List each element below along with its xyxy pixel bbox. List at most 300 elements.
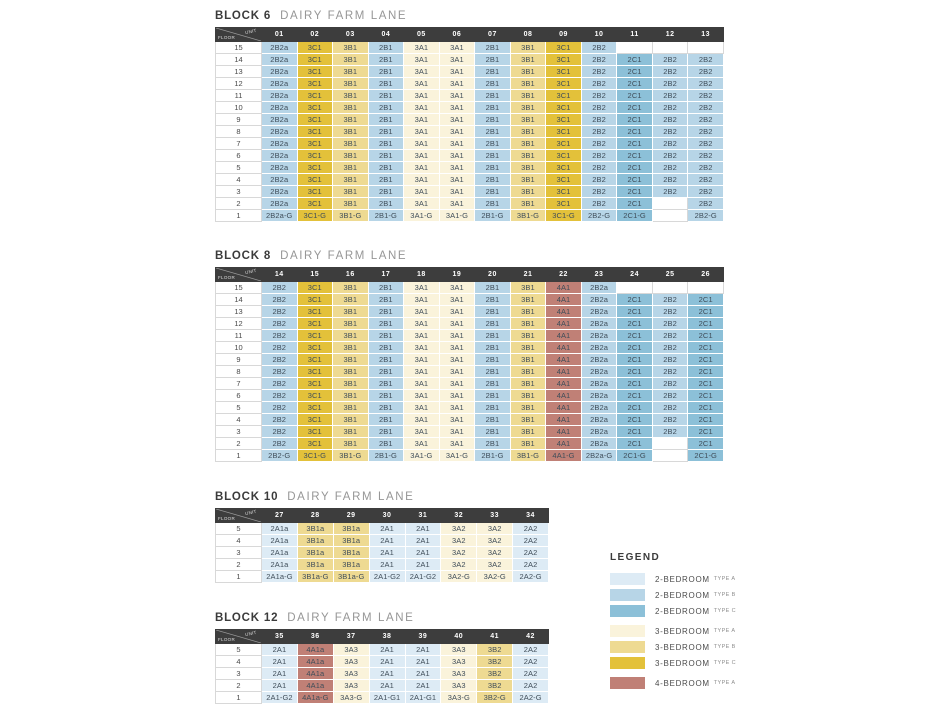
legend-swatch xyxy=(610,641,645,653)
floor-row xyxy=(216,450,724,462)
unit-cell: 3B1 xyxy=(510,318,546,330)
unit-number-header: 22 xyxy=(546,268,582,282)
unit-cell: 2B2 xyxy=(581,42,617,54)
floor-number: 8 xyxy=(216,366,262,378)
floor-number: 14 xyxy=(216,54,262,66)
unit-cell: 3A1 xyxy=(404,306,440,318)
block-street: DAIRY FARM LANE xyxy=(287,612,415,624)
unit-cell: 3A1 xyxy=(404,282,440,294)
unit-cell: 2B2 xyxy=(652,102,688,114)
unit-number-header: 39 xyxy=(405,630,441,644)
empty-cell xyxy=(617,282,653,294)
unit-cell: 2B2 xyxy=(262,294,298,306)
block-title xyxy=(215,246,724,260)
legend-swatch xyxy=(610,677,645,689)
unit-cell: 2A1 xyxy=(262,656,298,668)
floor-row xyxy=(216,342,724,354)
unit-cell: 2B1 xyxy=(368,138,404,150)
unit-cell: 2B2 xyxy=(688,138,724,150)
unit-cell: 3B1 xyxy=(333,402,369,414)
unit-cell: 2A2 xyxy=(513,535,549,547)
unit-cell: 2A1 xyxy=(369,559,405,571)
unit-cell: 3A1 xyxy=(404,66,440,78)
legend-swatch xyxy=(610,657,645,669)
unit-cell: 2B2 xyxy=(652,54,688,66)
floor-row xyxy=(216,523,549,535)
unit-cell: 2C1 xyxy=(617,150,653,162)
unit-cell: 3C1 xyxy=(297,378,333,390)
unit-cell: 2B2 xyxy=(688,102,724,114)
unit-cell: 2B1 xyxy=(475,354,511,366)
unit-cell: 2B1 xyxy=(475,366,511,378)
floor-row xyxy=(216,138,724,150)
unit-cell: 2C1 xyxy=(617,330,653,342)
floor-row xyxy=(216,644,549,656)
unit-cell: 2A1 xyxy=(405,680,441,692)
table-header-row xyxy=(216,28,724,42)
unit-cell: 3A1 xyxy=(439,438,475,450)
unit-cell: 2B2a xyxy=(262,174,298,186)
unit-cell: 3B1 xyxy=(333,438,369,450)
unit-cell: 3C1 xyxy=(546,150,582,162)
unit-cell: 3A1 xyxy=(439,354,475,366)
unit-cell: 3B1 xyxy=(510,342,546,354)
unit-cell: 3B1 xyxy=(510,174,546,186)
floor-row xyxy=(216,90,724,102)
floor-number: 5 xyxy=(216,162,262,174)
unit-cell: 3B1 xyxy=(510,294,546,306)
floor-row xyxy=(216,366,724,378)
unit-cell: 2B2 xyxy=(652,354,688,366)
unit-cell: 3B1 xyxy=(333,138,369,150)
unit-cell: 2C1 xyxy=(617,414,653,426)
unit-cell: 3B1 xyxy=(333,90,369,102)
unit-cell: 3A1 xyxy=(404,198,440,210)
legend-label: 4-BEDROOM xyxy=(655,678,710,688)
unit-cell: 2B2 xyxy=(688,54,724,66)
unit-cell: 2B2a xyxy=(581,366,617,378)
unit-cell: 2B2 xyxy=(262,366,298,378)
unit-cell: 2A1 xyxy=(405,523,441,535)
unit-cell: 2B2 xyxy=(652,306,688,318)
unit-cell: 4A1 xyxy=(546,426,582,438)
unit-cell: 3C1 xyxy=(297,354,333,366)
block-title xyxy=(215,6,724,20)
block-name: BLOCK 6 xyxy=(215,10,272,22)
empty-cell xyxy=(652,210,688,222)
unit-cell: 3B1 xyxy=(333,330,369,342)
unit-cell: 3C1 xyxy=(297,174,333,186)
unit-cell: 3A3 xyxy=(441,680,477,692)
unit-cell: 2B1 xyxy=(475,402,511,414)
floor-number: 4 xyxy=(216,535,262,547)
legend-label: 3-BEDROOM xyxy=(655,642,710,652)
unit-cell: 3B1 xyxy=(333,354,369,366)
unit-cell: 2B2a xyxy=(581,354,617,366)
unit-cell: 2C1 xyxy=(688,402,724,414)
unit-cell: 2B2 xyxy=(652,90,688,102)
unit-cell: 2B2 xyxy=(652,294,688,306)
unit-cell: 3A1 xyxy=(404,162,440,174)
unit-cell: 3A1 xyxy=(404,90,440,102)
unit-cell: 3A1 xyxy=(439,306,475,318)
unit-cell: 3B1a-G xyxy=(333,571,369,583)
unit-cell: 2B1 xyxy=(475,66,511,78)
floor-row xyxy=(216,66,724,78)
unit-cell: 3B2 xyxy=(477,644,513,656)
unit-cell: 4A1a xyxy=(297,668,333,680)
unit-cell: 2B2 xyxy=(581,54,617,66)
unit-cell: 2C1-G xyxy=(688,450,724,462)
legend-label: 2-BEDROOM xyxy=(655,606,710,616)
unit-cell: 3A1 xyxy=(439,390,475,402)
floor-number: 1 xyxy=(216,571,262,583)
unit-cell: 3A1 xyxy=(439,42,475,54)
floor-row xyxy=(216,547,549,559)
floor-row xyxy=(216,414,724,426)
unit-cell: 3A1 xyxy=(404,354,440,366)
unit-cell: 2B2a xyxy=(262,126,298,138)
unit-cell: 4A1 xyxy=(546,402,582,414)
unit-cell: 2C1 xyxy=(617,162,653,174)
unit-cell: 3A1 xyxy=(439,414,475,426)
unit-cell: 2B1 xyxy=(368,54,404,66)
unit-cell: 3B1 xyxy=(333,78,369,90)
legend-item xyxy=(610,677,736,689)
unit-cell: 3B1 xyxy=(510,438,546,450)
unit-cell: 2A2 xyxy=(513,559,549,571)
unit-cell: 3B1 xyxy=(333,150,369,162)
unit-number-header: 24 xyxy=(617,268,653,282)
floor-number: 15 xyxy=(216,282,262,294)
floor-number: 8 xyxy=(216,126,262,138)
unit-cell: 3B1 xyxy=(333,366,369,378)
unit-cell: 2B2a xyxy=(581,402,617,414)
unit-cell: 3A1-G xyxy=(439,450,475,462)
block-street: DAIRY FARM LANE xyxy=(287,491,415,503)
unit-cell: 2B1 xyxy=(368,414,404,426)
unit-cell: 2B2 xyxy=(581,138,617,150)
unit-cell: 2B1 xyxy=(475,162,511,174)
unit-cell: 3B1 xyxy=(333,414,369,426)
floor-row xyxy=(216,150,724,162)
floor-number: 2 xyxy=(216,198,262,210)
floor-number: 5 xyxy=(216,402,262,414)
unit-cell: 3B1-G xyxy=(510,450,546,462)
legend-type-label: TYPE A xyxy=(713,576,736,582)
unit-cell: 3C1 xyxy=(297,366,333,378)
unit-cell: 2C1 xyxy=(617,390,653,402)
unit-cell: 2B2a xyxy=(262,114,298,126)
floor-row xyxy=(216,198,724,210)
unit-cell: 2B2 xyxy=(262,390,298,402)
unit-cell: 3A1 xyxy=(439,294,475,306)
unit-cell: 3A1 xyxy=(439,402,475,414)
unit-cell: 2B1 xyxy=(475,426,511,438)
table-header-row xyxy=(216,509,549,523)
unit-cell: 3A2 xyxy=(477,523,513,535)
unit-cell: 4A1 xyxy=(546,342,582,354)
unit-cell: 3B1 xyxy=(333,186,369,198)
unit-cell: 2B2 xyxy=(262,330,298,342)
unit-cell: 3B1 xyxy=(333,54,369,66)
unit-cell: 4A1 xyxy=(546,282,582,294)
legend-swatch xyxy=(610,605,645,617)
legend-type-label: TYPE A xyxy=(713,680,736,686)
floor-row xyxy=(216,318,724,330)
unit-cell: 3A1-G xyxy=(404,210,440,222)
legend-item xyxy=(610,589,736,601)
unit-cell: 3B1a xyxy=(297,523,333,535)
unit-cell: 2B1 xyxy=(368,90,404,102)
unit-cell: 3C1 xyxy=(297,402,333,414)
unit-cell: 3C1 xyxy=(297,66,333,78)
unit-number-header: 38 xyxy=(369,630,405,644)
unit-cell: 3A2 xyxy=(477,559,513,571)
unit-cell: 2B2a xyxy=(262,198,298,210)
empty-cell xyxy=(617,42,653,54)
legend-swatch xyxy=(610,625,645,637)
unit-cell: 2B2a xyxy=(581,306,617,318)
unit-cell: 2B1 xyxy=(475,390,511,402)
unit-cell: 2A1 xyxy=(262,644,298,656)
unit-cell: 3A1 xyxy=(404,390,440,402)
unit-cell: 3B1 xyxy=(333,162,369,174)
unit-cell: 3B1 xyxy=(510,378,546,390)
unit-table xyxy=(215,267,724,462)
unit-cell: 2C1 xyxy=(688,414,724,426)
unit-cell: 2C1 xyxy=(617,126,653,138)
unit-cell: 3B1 xyxy=(510,54,546,66)
floor-number: 9 xyxy=(216,114,262,126)
unit-cell: 3A2 xyxy=(477,535,513,547)
unit-cell: 2A1a xyxy=(262,523,298,535)
unit-cell: 4A1 xyxy=(546,414,582,426)
unit-cell: 3C1 xyxy=(297,138,333,150)
unit-cell: 3A1 xyxy=(439,78,475,90)
unit-number-header: 17 xyxy=(368,268,404,282)
floor-number: 1 xyxy=(216,450,262,462)
unit-cell: 3C1 xyxy=(297,390,333,402)
unit-cell: 2B1 xyxy=(475,174,511,186)
floor-row xyxy=(216,378,724,390)
unit-cell: 3C1 xyxy=(546,198,582,210)
unit-cell: 2B1 xyxy=(368,294,404,306)
unit-cell: 2C1 xyxy=(688,438,724,450)
unit-cell: 3B1 xyxy=(333,198,369,210)
floor-number: 13 xyxy=(216,306,262,318)
unit-cell: 3A1 xyxy=(404,174,440,186)
unit-number-header: 31 xyxy=(405,509,441,523)
unit-cell: 2B1 xyxy=(475,186,511,198)
unit-cell: 2C1 xyxy=(688,342,724,354)
unit-cell: 2C1 xyxy=(617,438,653,450)
unit-number-header: 19 xyxy=(439,268,475,282)
unit-cell: 4A1 xyxy=(546,294,582,306)
unit-cell: 2C1 xyxy=(688,366,724,378)
unit-cell: 2B2 xyxy=(581,66,617,78)
unit-cell: 3A1 xyxy=(439,330,475,342)
unit-number-header: 11 xyxy=(617,28,653,42)
unit-cell: 3A1 xyxy=(439,174,475,186)
unit-cell: 2B1 xyxy=(368,66,404,78)
unit-cell: 2C1-G xyxy=(617,210,653,222)
unit-cell: 2B2 xyxy=(581,102,617,114)
floor-unit-corner xyxy=(216,268,262,282)
unit-cell: 3A1 xyxy=(404,402,440,414)
floor-row xyxy=(216,680,549,692)
unit-cell: 2B1 xyxy=(475,414,511,426)
block-name: BLOCK 8 xyxy=(215,250,272,262)
unit-cell: 4A1-G xyxy=(546,450,582,462)
unit-cell: 3A1 xyxy=(439,342,475,354)
unit-cell: 3A1 xyxy=(404,138,440,150)
floor-row xyxy=(216,692,549,704)
floor-row xyxy=(216,282,724,294)
unit-cell: 3B1 xyxy=(333,426,369,438)
legend-swatch xyxy=(610,573,645,585)
unit-cell: 3C1 xyxy=(297,414,333,426)
unit-cell: 2A1a xyxy=(262,535,298,547)
unit-cell: 4A1 xyxy=(546,306,582,318)
unit-cell: 2B2 xyxy=(652,426,688,438)
unit-number-header: 01 xyxy=(262,28,298,42)
floor-number: 4 xyxy=(216,174,262,186)
unit-cell: 2C1 xyxy=(617,186,653,198)
floor-row xyxy=(216,535,549,547)
unit-cell: 3B1 xyxy=(510,186,546,198)
unit-number-header: 40 xyxy=(441,630,477,644)
unit-cell: 3C1 xyxy=(546,174,582,186)
unit-cell: 2B2a xyxy=(581,414,617,426)
unit-cell: 2B2a-G xyxy=(262,210,298,222)
unit-cell: 2B2a xyxy=(581,330,617,342)
unit-cell: 2B2a xyxy=(262,138,298,150)
unit-cell: 3A3 xyxy=(441,668,477,680)
unit-cell: 3C1 xyxy=(297,102,333,114)
unit-cell: 3C1 xyxy=(546,78,582,90)
unit-cell: 4A1a xyxy=(297,680,333,692)
unit-cell: 2A1 xyxy=(262,668,298,680)
unit-cell: 3A1 xyxy=(404,150,440,162)
unit-cell: 2A1-G1 xyxy=(369,692,405,704)
unit-cell: 2A1 xyxy=(405,535,441,547)
floor-number: 1 xyxy=(216,692,262,704)
floor-row xyxy=(216,294,724,306)
unit-cell: 2B2a xyxy=(581,294,617,306)
unit-cell: 2B2a xyxy=(581,282,617,294)
unit-cell: 2B2 xyxy=(652,162,688,174)
floor-number: 2 xyxy=(216,559,262,571)
floor-number: 2 xyxy=(216,680,262,692)
unit-cell: 2B2 xyxy=(688,150,724,162)
floor-row xyxy=(216,306,724,318)
unit-number-header: 34 xyxy=(513,509,549,523)
floor-row xyxy=(216,402,724,414)
unit-cell: 3A3 xyxy=(441,656,477,668)
unit-cell: 2B1 xyxy=(368,150,404,162)
legend-item xyxy=(610,641,736,653)
floor-number: 10 xyxy=(216,342,262,354)
floor-number: 5 xyxy=(216,644,262,656)
unit-cell: 2B1 xyxy=(368,426,404,438)
unit-cell: 3B1 xyxy=(510,402,546,414)
unit-cell: 4A1 xyxy=(546,378,582,390)
unit-cell: 2B2 xyxy=(688,114,724,126)
floor-row xyxy=(216,668,549,680)
unit-cell: 2B1 xyxy=(368,186,404,198)
legend-type-label: TYPE C xyxy=(713,660,737,666)
unit-cell: 3A1 xyxy=(439,114,475,126)
unit-cell: 3A1-G xyxy=(439,210,475,222)
block-name: BLOCK 10 xyxy=(215,491,279,503)
unit-number-header: 26 xyxy=(688,268,724,282)
unit-cell: 4A1 xyxy=(546,390,582,402)
unit-cell: 3B1 xyxy=(510,66,546,78)
unit-cell: 2A1 xyxy=(369,547,405,559)
unit-number-header: 41 xyxy=(477,630,513,644)
unit-cell: 3B1 xyxy=(510,198,546,210)
block-10-section xyxy=(215,487,549,583)
floor-number: 4 xyxy=(216,656,262,668)
legend xyxy=(610,552,736,693)
unit-cell: 2B2 xyxy=(652,78,688,90)
unit-cell: 2A1-G2 xyxy=(405,571,441,583)
unit-number-header: 15 xyxy=(297,268,333,282)
floor-row xyxy=(216,438,724,450)
unit-cell: 2B1 xyxy=(475,78,511,90)
unit-cell: 2A2-G xyxy=(513,692,549,704)
unit-cell: 3B1a xyxy=(297,535,333,547)
unit-cell: 2B2a xyxy=(581,426,617,438)
floor-number: 12 xyxy=(216,318,262,330)
unit-cell: 3C1 xyxy=(297,294,333,306)
floor-unit-corner xyxy=(216,509,262,523)
unit-cell: 3A1 xyxy=(404,114,440,126)
legend-title: LEGEND xyxy=(610,552,661,563)
unit-cell: 2B1 xyxy=(475,126,511,138)
floor-row xyxy=(216,330,724,342)
unit-cell: 3B1 xyxy=(510,90,546,102)
unit-cell: 2B2 xyxy=(262,426,298,438)
unit-number-header: 03 xyxy=(333,28,369,42)
legend-type-label: TYPE C xyxy=(713,608,737,614)
legend-label: 3-BEDROOM xyxy=(655,626,710,636)
unit-cell: 2C1 xyxy=(617,114,653,126)
unit-number-header: 36 xyxy=(297,630,333,644)
unit-table xyxy=(215,508,549,583)
unit-cell: 2B1 xyxy=(368,42,404,54)
unit-cell: 2A1 xyxy=(405,656,441,668)
unit-cell: 3B1 xyxy=(333,66,369,78)
unit-cell: 3B2 xyxy=(477,668,513,680)
floor-number: 15 xyxy=(216,42,262,54)
unit-number-header: 27 xyxy=(262,509,298,523)
unit-cell: 3A2-G xyxy=(441,571,477,583)
unit-cell: 2A2 xyxy=(513,523,549,535)
unit-cell: 3B1 xyxy=(333,342,369,354)
unit-cell: 3C1 xyxy=(297,330,333,342)
floor-number: 11 xyxy=(216,90,262,102)
unit-cell: 2C1 xyxy=(617,138,653,150)
table-header-row xyxy=(216,630,549,644)
unit-cell: 4A1a-G xyxy=(297,692,333,704)
unit-cell: 2C1 xyxy=(617,174,653,186)
unit-cell: 3A1 xyxy=(439,66,475,78)
unit-cell: 2B2 xyxy=(688,78,724,90)
unit-number-header: 42 xyxy=(513,630,549,644)
unit-cell: 2B2-G xyxy=(262,450,298,462)
